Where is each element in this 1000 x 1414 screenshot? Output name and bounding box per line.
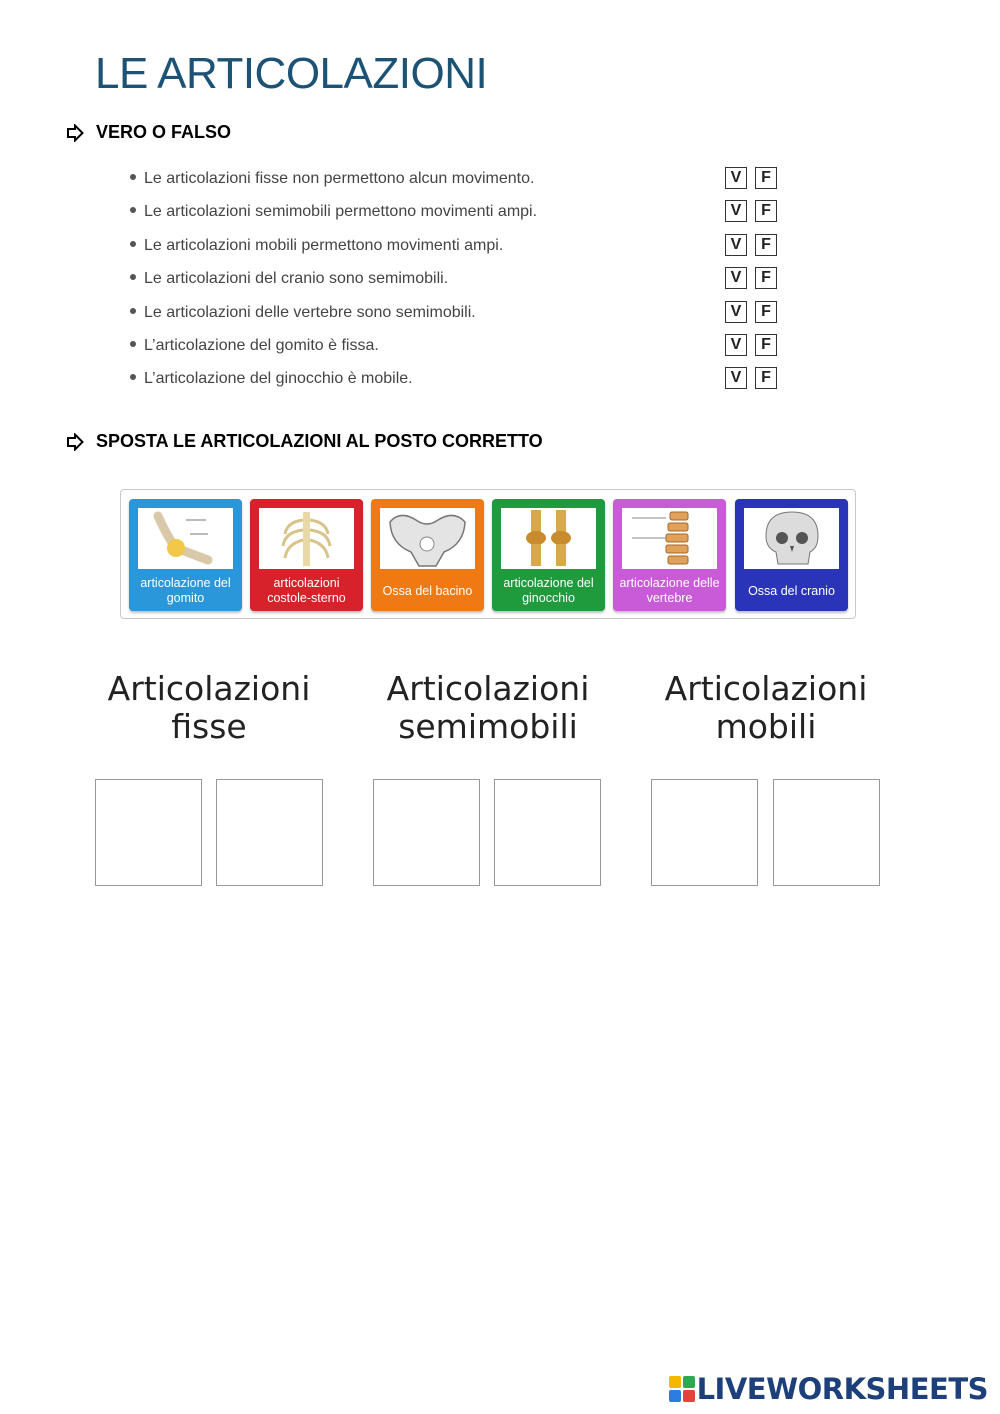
- true-checkbox[interactable]: V: [725, 200, 747, 222]
- statement-row: [130, 266, 790, 299]
- draggable-card[interactable]: [129, 499, 242, 611]
- statement-row: [130, 166, 790, 199]
- statement-label: Le articolazioni delle vertebre sono semimobili.: [144, 303, 476, 321]
- logo-square: [683, 1390, 695, 1402]
- draggable-card[interactable]: [613, 499, 726, 611]
- ribs-sternum-image: [259, 508, 354, 569]
- skull-image: [744, 508, 839, 569]
- statement-text: [130, 203, 537, 221]
- drop-zone[interactable]: [651, 779, 758, 886]
- statement-label: L’articolazione del gomito è fissa.: [144, 336, 379, 354]
- category-title: [373, 670, 603, 746]
- bullet-icon: [130, 207, 136, 213]
- drop-zone[interactable]: [216, 779, 323, 886]
- false-checkbox[interactable]: F: [755, 334, 777, 356]
- false-checkbox[interactable]: F: [755, 301, 777, 323]
- statement-text: [130, 304, 476, 322]
- category-title-line1: Articolazioni: [664, 669, 868, 708]
- category-title: [651, 670, 881, 746]
- true-checkbox[interactable]: V: [725, 234, 747, 256]
- elbow-joint-image: [138, 508, 233, 569]
- statement-text: [130, 370, 413, 388]
- section-vero-falso-label: VERO O FALSO: [96, 122, 232, 142]
- draggable-card[interactable]: [371, 499, 484, 611]
- statement-text: [130, 170, 534, 188]
- statement-text: [130, 337, 379, 355]
- draggable-card[interactable]: [250, 499, 363, 611]
- bullet-icon: [130, 241, 136, 247]
- card-label: Ossa del cranio: [748, 583, 835, 598]
- true-checkbox[interactable]: V: [725, 334, 747, 356]
- statement-row: [130, 300, 790, 333]
- statement-text: [130, 237, 503, 255]
- logo-square: [683, 1376, 695, 1388]
- card-label: Ossa del bacino: [382, 583, 473, 598]
- brand-name: LIVEWORKSHEETS: [696, 1372, 988, 1406]
- statement-row: [130, 333, 790, 366]
- drop-zone[interactable]: [373, 779, 480, 886]
- draggable-card[interactable]: [735, 499, 848, 611]
- card-label: articolazioni costole-sterno: [267, 576, 346, 605]
- statement-row: [130, 366, 790, 399]
- arrow-right-icon: [66, 433, 84, 451]
- statement-label: L’articolazione del ginocchio è mobile.: [144, 370, 413, 388]
- page-title: LE ARTICOLAZIONI: [95, 49, 488, 98]
- true-checkbox[interactable]: V: [725, 301, 747, 323]
- statement-label: Le articolazioni del cranio sono semimobili.: [144, 270, 449, 288]
- bullet-icon: [130, 308, 136, 314]
- card-label: articolazione del gomito: [140, 576, 231, 605]
- drop-zone[interactable]: [494, 779, 601, 886]
- draggable-card[interactable]: [492, 499, 605, 611]
- category-title-line2: fisse: [171, 707, 247, 746]
- arrow-right-icon: [66, 124, 84, 142]
- category-title-line1: Articolazioni: [386, 669, 590, 708]
- statement-label: Le articolazioni mobili permettono movimenti ampi.: [144, 236, 504, 254]
- false-checkbox[interactable]: F: [755, 200, 777, 222]
- false-checkbox[interactable]: F: [755, 367, 777, 389]
- section-vero-falso-heading: [66, 122, 231, 143]
- statement-row: [130, 233, 790, 266]
- true-checkbox[interactable]: V: [725, 367, 747, 389]
- drop-zone[interactable]: [773, 779, 880, 886]
- draggable-cards-tray: [120, 489, 856, 619]
- drop-zone[interactable]: [95, 779, 202, 886]
- category-title-line2: semimobili: [398, 707, 578, 746]
- bullet-icon: [130, 274, 136, 280]
- card-label: articolazione del ginocchio: [503, 576, 594, 605]
- statement-text: [130, 270, 448, 288]
- true-checkbox[interactable]: V: [725, 267, 747, 289]
- logo-square: [669, 1376, 681, 1388]
- false-checkbox[interactable]: F: [755, 267, 777, 289]
- vertebrae-image: [622, 508, 717, 569]
- logo-square: [669, 1390, 681, 1402]
- true-false-list: [130, 166, 790, 400]
- false-checkbox[interactable]: F: [755, 167, 777, 189]
- statement-row: [130, 199, 790, 232]
- bullet-icon: [130, 374, 136, 380]
- pelvis-image: [380, 508, 475, 569]
- knee-joint-image: [501, 508, 596, 569]
- statement-label: Le articolazioni semimobili permettono movimenti ampi.: [144, 203, 538, 221]
- category-title-line2: mobili: [715, 707, 817, 746]
- true-checkbox[interactable]: V: [725, 167, 747, 189]
- category-title: [94, 670, 324, 746]
- section-sposta-heading: [66, 431, 543, 452]
- bullet-icon: [130, 174, 136, 180]
- false-checkbox[interactable]: F: [755, 234, 777, 256]
- statement-label: Le articolazioni fisse non permettono alcun movimento.: [144, 170, 535, 187]
- category-title-line1: Articolazioni: [107, 669, 311, 708]
- card-label: articolazione delle vertebre: [619, 576, 720, 605]
- bullet-icon: [130, 341, 136, 347]
- liveworksheets-logo: [669, 1372, 988, 1406]
- section-sposta-label: SPOSTA LE ARTICOLAZIONI AL POSTO CORRETTO: [96, 431, 543, 451]
- liveworksheets-logo-icon: [669, 1376, 695, 1402]
